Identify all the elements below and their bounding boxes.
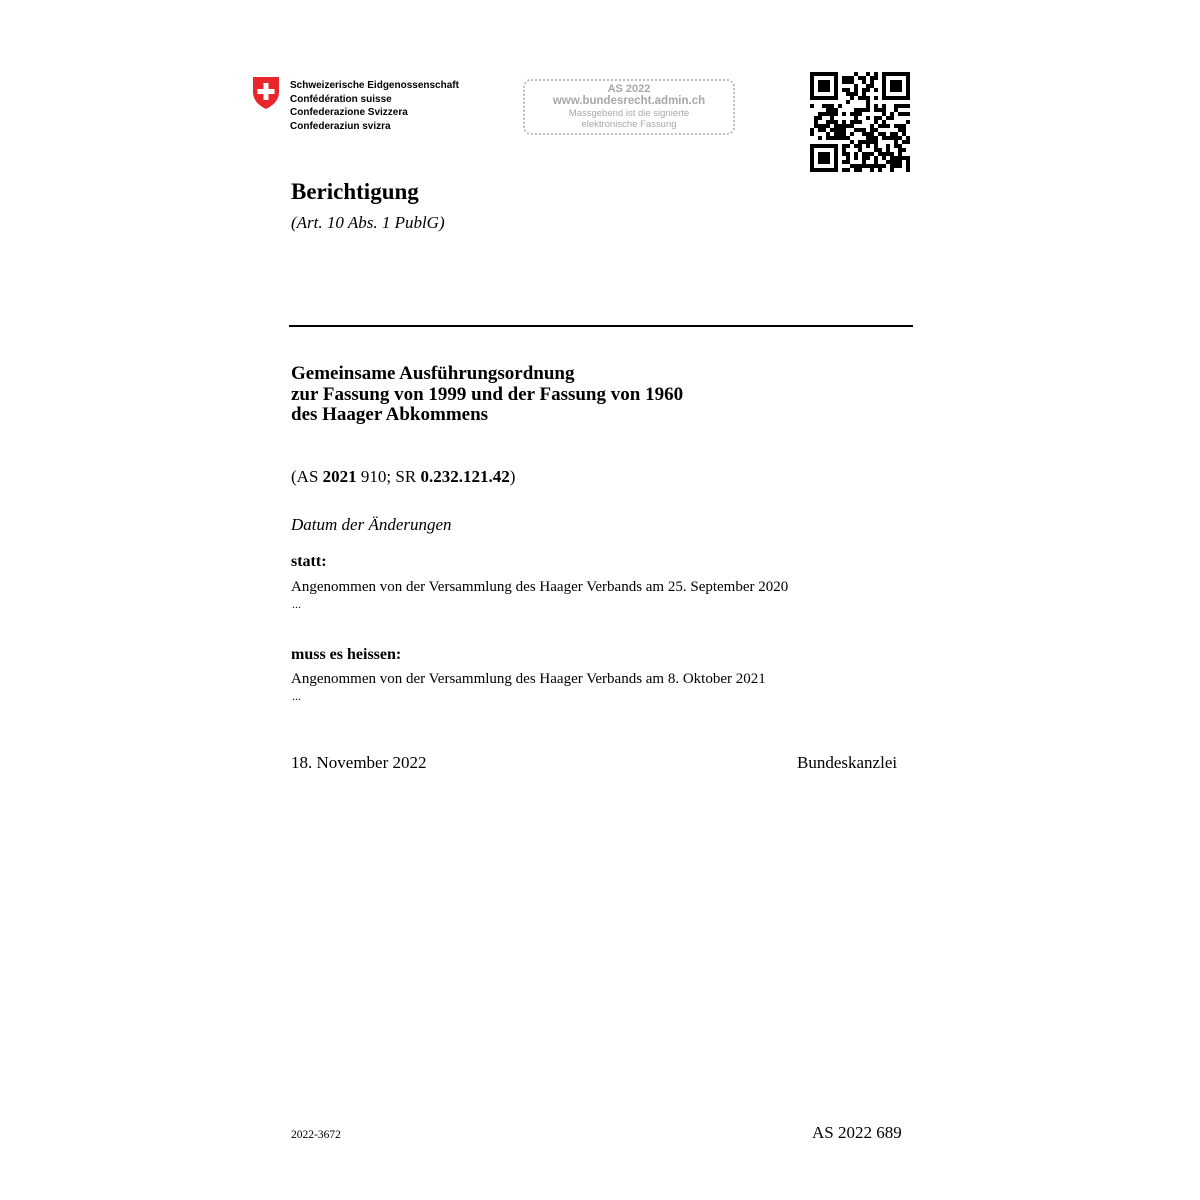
reference-as-page: 910; SR [356,467,421,486]
swiss-cross-shield-icon [251,76,281,110]
reference-sr-number: 0.232.121.42 [420,467,510,486]
federation-name-fr: Confédération suisse [290,93,392,105]
reference-as-year: 2021 [322,467,357,486]
reference-suffix: ) [509,467,516,486]
should-read-label: muss es heissen: [291,646,402,663]
document-date: 18. November 2022 [291,753,427,772]
qr-code-icon [810,72,910,172]
act-reference [291,467,515,487]
stamp-line-1: AS 2022 [607,83,651,95]
section-label: Datum der Änderungen [291,515,452,534]
federation-name-de: Schweizerische Eidgenossenschaft [290,80,459,91]
publication-stamp [523,79,735,135]
federation-name-rm: Confederaziun svizra [290,120,391,132]
horizontal-rule [289,325,913,327]
instead-ellipsis: ... [292,597,301,611]
page-reference: AS 2022 689 [812,1123,902,1142]
act-title [291,364,683,426]
should-read-text: Angenommen von der Versammlung des Haager Verbands am 8. Oktober 2021 [291,671,766,687]
instead-text: Angenommen von der Versammlung des Haager Verbands am 25. September 2020 [291,579,789,595]
issuing-authority: Bundeskanzlei [797,753,898,772]
document-number: 2022-3672 [291,1129,341,1141]
stamp-line-2: www.bundesrecht.admin.ch [552,95,706,107]
stamp-line-4: elektronische Fassung [581,119,677,130]
should-read-ellipsis: ... [292,689,301,703]
instead-label: statt: [291,553,327,570]
document-heading: Berichtigung [291,179,419,204]
act-title-line: des Haager Abkommens [291,404,489,425]
act-title-line: zur Fassung von 1999 und der Fassung von 1960 [291,383,684,405]
act-title-line: Gemeinsame Ausführungsordnung [291,363,575,384]
stamp-line-3: Massgebend ist die signierte [568,108,690,119]
document-subheading: (Art. 10 Abs. 1 PublG) [291,213,445,232]
federation-name-it: Confederazione Svizzera [290,107,408,118]
federation-names [290,79,459,133]
reference-prefix: (AS [291,467,323,486]
